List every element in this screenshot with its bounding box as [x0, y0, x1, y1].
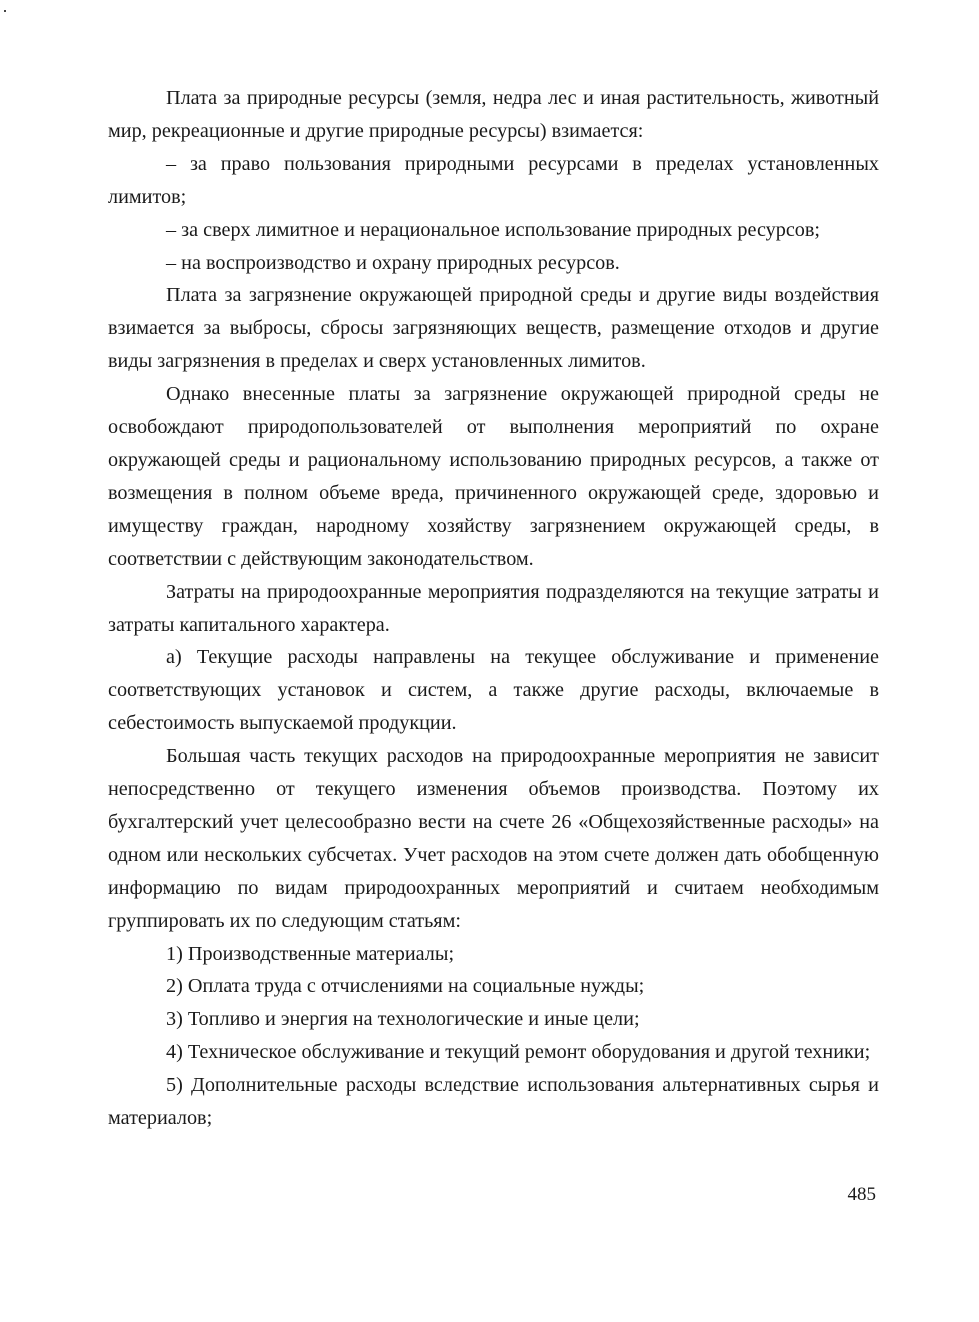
paragraph-8: а) Текущие расходы направлены на текущее обслуживание и применение соответствующих установок и систем, а также другие расходы, включаемые в себестоимость выпускаемой продукции. [108, 646, 879, 735]
paragraph-1: Плата за природные ресурсы (земля, недра лес и иная растительность, животный мир, рекреационные и другие природные ресурсы) взимается: [108, 87, 879, 142]
list-item-4: 4) Техническое обслуживание и текущий ремонт оборудования и другой техники; [166, 1041, 871, 1064]
scan-speck [4, 10, 6, 12]
page-number: 485 [847, 1184, 876, 1205]
list-item-1: 1) Производственные материалы; [166, 942, 455, 965]
list-item-3: 3) Топливо и энергия на технологические и иные цели; [166, 1008, 640, 1031]
paragraph-2: – за право пользования природными ресурсами в пределах установленных лимитов; [108, 152, 879, 208]
paragraph-4: – на воспроизводство и охрану природных ресурсов. [166, 251, 620, 274]
paragraph-9: Большая часть текущих расходов на природоохранные мероприятия не зависит непосредственно от текущего изменения объемов производства. Поэтому их бухгалтерский учет целесообразно вести на счете 26 «Общехозяйственные расходы» на одном или нескольких субсчетах. Учет расходов на этом счете должен дать обобщенную информацию по видам природоохранных мероприятий и считаем необходимым группировать их по следующим статьям: [108, 745, 879, 932]
list-item-5: 5) Дополнительные расходы вследствие использования альтернативных сырья и материалов; [108, 1074, 879, 1130]
paragraph-7: Затраты на природоохранные мероприятия подразделяются на текущие затраты и затраты капитального характера. [108, 580, 879, 636]
paragraph-3: – за сверх лимитное и нерациональное использование природных ресурсов; [166, 218, 821, 241]
body-text [108, 82, 879, 1135]
list-item-2: 2) Оплата труда с отчислениями на социальные нужды; [166, 975, 645, 998]
paragraph-5: Плата за загрязнение окружающей природной среды и другие виды воздействия взимается за выбросы, сбросы загрязняющих веществ, размещение отходов и другие виды загрязнения в пределах и сверх установленных лимитов. [108, 284, 879, 373]
paragraph-6: Однако внесенные платы за загрязнение окружающей природной среды не освобождают природопользователей от выполнения мероприятий по охране окружающей среды и рациональному использованию природных ресурсов, а также от возмещения в полном объеме вреда, причиненного окружающей среде, здоровью и имуществу граждан, народному хозяйству загрязнением окружающей среды, в соответствии с действующим законодательством. [108, 383, 879, 570]
